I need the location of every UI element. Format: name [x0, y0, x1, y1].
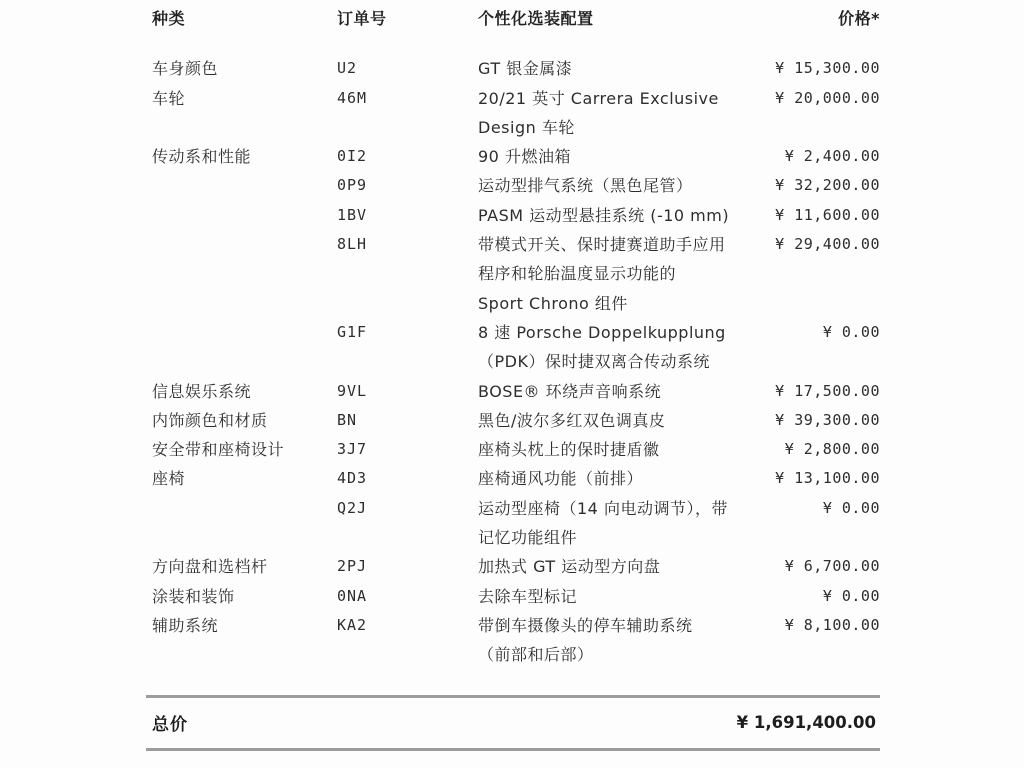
config-line: 8 速 Porsche Doppelkupplung [478, 322, 726, 342]
config-line: 座椅通风功能（前排） [478, 469, 644, 489]
price-cell: ¥ 29,400.00 [775, 235, 880, 254]
config-line: 运动型座椅（14 向电动调节），带 [478, 498, 728, 518]
table-row [146, 230, 880, 318]
order-code-cell: 1BV [337, 205, 368, 224]
order-code-cell: 0I2 [337, 147, 368, 166]
header-category: 种类 [152, 9, 186, 28]
category-cell: 传动系和性能 [152, 147, 252, 167]
options-price-sheet [146, 4, 880, 751]
price-cell: ¥ 2,800.00 [784, 440, 880, 459]
config-cell [478, 552, 744, 581]
config-line: 黑色/波尔多红双色调真皮 [478, 410, 666, 430]
divider-bottom [146, 748, 880, 751]
order-code-cell: KA2 [337, 615, 368, 634]
config-line: BOSE® 环绕声音响系统 [478, 381, 662, 401]
order-code-cell: 8LH [337, 235, 368, 254]
category-cell: 方向盘和选档杆 [152, 557, 268, 577]
price-cell: ¥ 0.00 [822, 586, 880, 605]
order-code-cell: 4D3 [337, 469, 368, 488]
order-code-cell: G1F [337, 322, 368, 341]
category-cell: 辅助系统 [152, 615, 219, 635]
config-cell [478, 611, 744, 670]
total-label: 总价 [152, 715, 188, 736]
price-cell: ¥ 32,200.00 [775, 176, 880, 195]
header-price: 价格* [838, 9, 880, 28]
table-row [146, 142, 880, 171]
config-cell [478, 406, 744, 435]
config-line: 加热式 GT 运动型方向盘 [478, 557, 661, 577]
table-body [146, 54, 880, 669]
config-line: 去除车型标记 [478, 586, 578, 606]
table-header-row [146, 4, 880, 33]
order-code-cell: U2 [337, 59, 358, 78]
total-row [146, 698, 880, 748]
table-row [146, 377, 880, 406]
config-cell [478, 142, 744, 171]
table-row [146, 84, 880, 143]
table-row [146, 318, 880, 377]
order-code-cell: BN [337, 410, 358, 429]
category-cell: 信息娱乐系统 [152, 381, 252, 401]
config-line: 程序和轮胎温度显示功能的 [478, 264, 677, 284]
price-cell: ¥ 11,600.00 [775, 205, 880, 224]
category-cell: 安全带和座椅设计 [152, 440, 285, 460]
config-line: （前部和后部） [478, 645, 594, 665]
config-line: 记忆功能组件 [478, 528, 578, 548]
category-cell: 涂装和装饰 [152, 586, 235, 606]
order-code-cell: 46M [337, 88, 368, 107]
config-cell [478, 435, 744, 464]
config-cell [478, 171, 744, 200]
table-row [146, 464, 880, 493]
price-cell: ¥ 20,000.00 [775, 88, 880, 107]
config-cell [478, 54, 744, 83]
price-cell: ¥ 17,500.00 [775, 381, 880, 400]
config-cell [478, 201, 744, 230]
config-cell [478, 230, 744, 318]
price-cell: ¥ 0.00 [822, 498, 880, 517]
config-line: 90 升燃油箱 [478, 147, 571, 167]
order-code-cell: 9VL [337, 381, 368, 400]
config-line: PASM 运动型悬挂系统 (-10 mm) [478, 205, 730, 225]
order-code-cell: 2PJ [337, 557, 368, 576]
price-cell: ¥ 2,400.00 [784, 147, 880, 166]
table-row [146, 54, 880, 83]
price-cell: ¥ 8,100.00 [784, 615, 880, 634]
table-row [146, 582, 880, 611]
price-cell: ¥ 6,700.00 [784, 557, 880, 576]
config-line: Sport Chrono 组件 [478, 293, 628, 313]
table-row [146, 611, 880, 670]
table-row [146, 435, 880, 464]
config-line: 座椅头枕上的保时捷盾徽 [478, 440, 660, 460]
config-line: GT 银金属漆 [478, 59, 573, 79]
table-row [146, 171, 880, 200]
config-line: （PDK）保时捷双离合传动系统 [478, 352, 710, 372]
order-code-cell: 3J7 [337, 440, 368, 459]
config-line: 20/21 英寸 Carrera Exclusive [478, 88, 719, 108]
config-line: 带倒车摄像头的停车辅助系统 [478, 615, 693, 635]
config-cell [478, 84, 744, 143]
order-code-cell: 0P9 [337, 176, 368, 195]
category-cell: 内饰颜色和材质 [152, 410, 268, 430]
header-order-no: 订单号 [337, 9, 387, 28]
total-price: ¥ 1,691,400.00 [736, 713, 876, 733]
category-cell: 车轮 [152, 88, 186, 108]
config-cell [478, 377, 744, 406]
price-cell: ¥ 39,300.00 [775, 410, 880, 429]
config-line: Design 车轮 [478, 117, 575, 137]
header-config: 个性化选装配置 [478, 9, 594, 28]
category-cell: 车身颜色 [152, 59, 219, 79]
price-cell: ¥ 15,300.00 [775, 59, 880, 78]
order-code-cell: Q2J [337, 498, 368, 517]
table-row [146, 201, 880, 230]
price-cell: ¥ 13,100.00 [775, 469, 880, 488]
price-cell: ¥ 0.00 [822, 322, 880, 341]
config-cell [478, 318, 744, 377]
table-row [146, 406, 880, 435]
category-cell: 座椅 [152, 469, 186, 489]
table-row [146, 494, 880, 553]
config-line: 带模式开关、保时捷赛道助手应用 [478, 235, 726, 255]
order-code-cell: 0NA [337, 586, 368, 605]
config-cell [478, 582, 744, 611]
table-row [146, 552, 880, 581]
config-cell [478, 494, 744, 553]
config-cell [478, 464, 744, 493]
config-line: 运动型排气系统（黑色尾管） [478, 176, 693, 196]
